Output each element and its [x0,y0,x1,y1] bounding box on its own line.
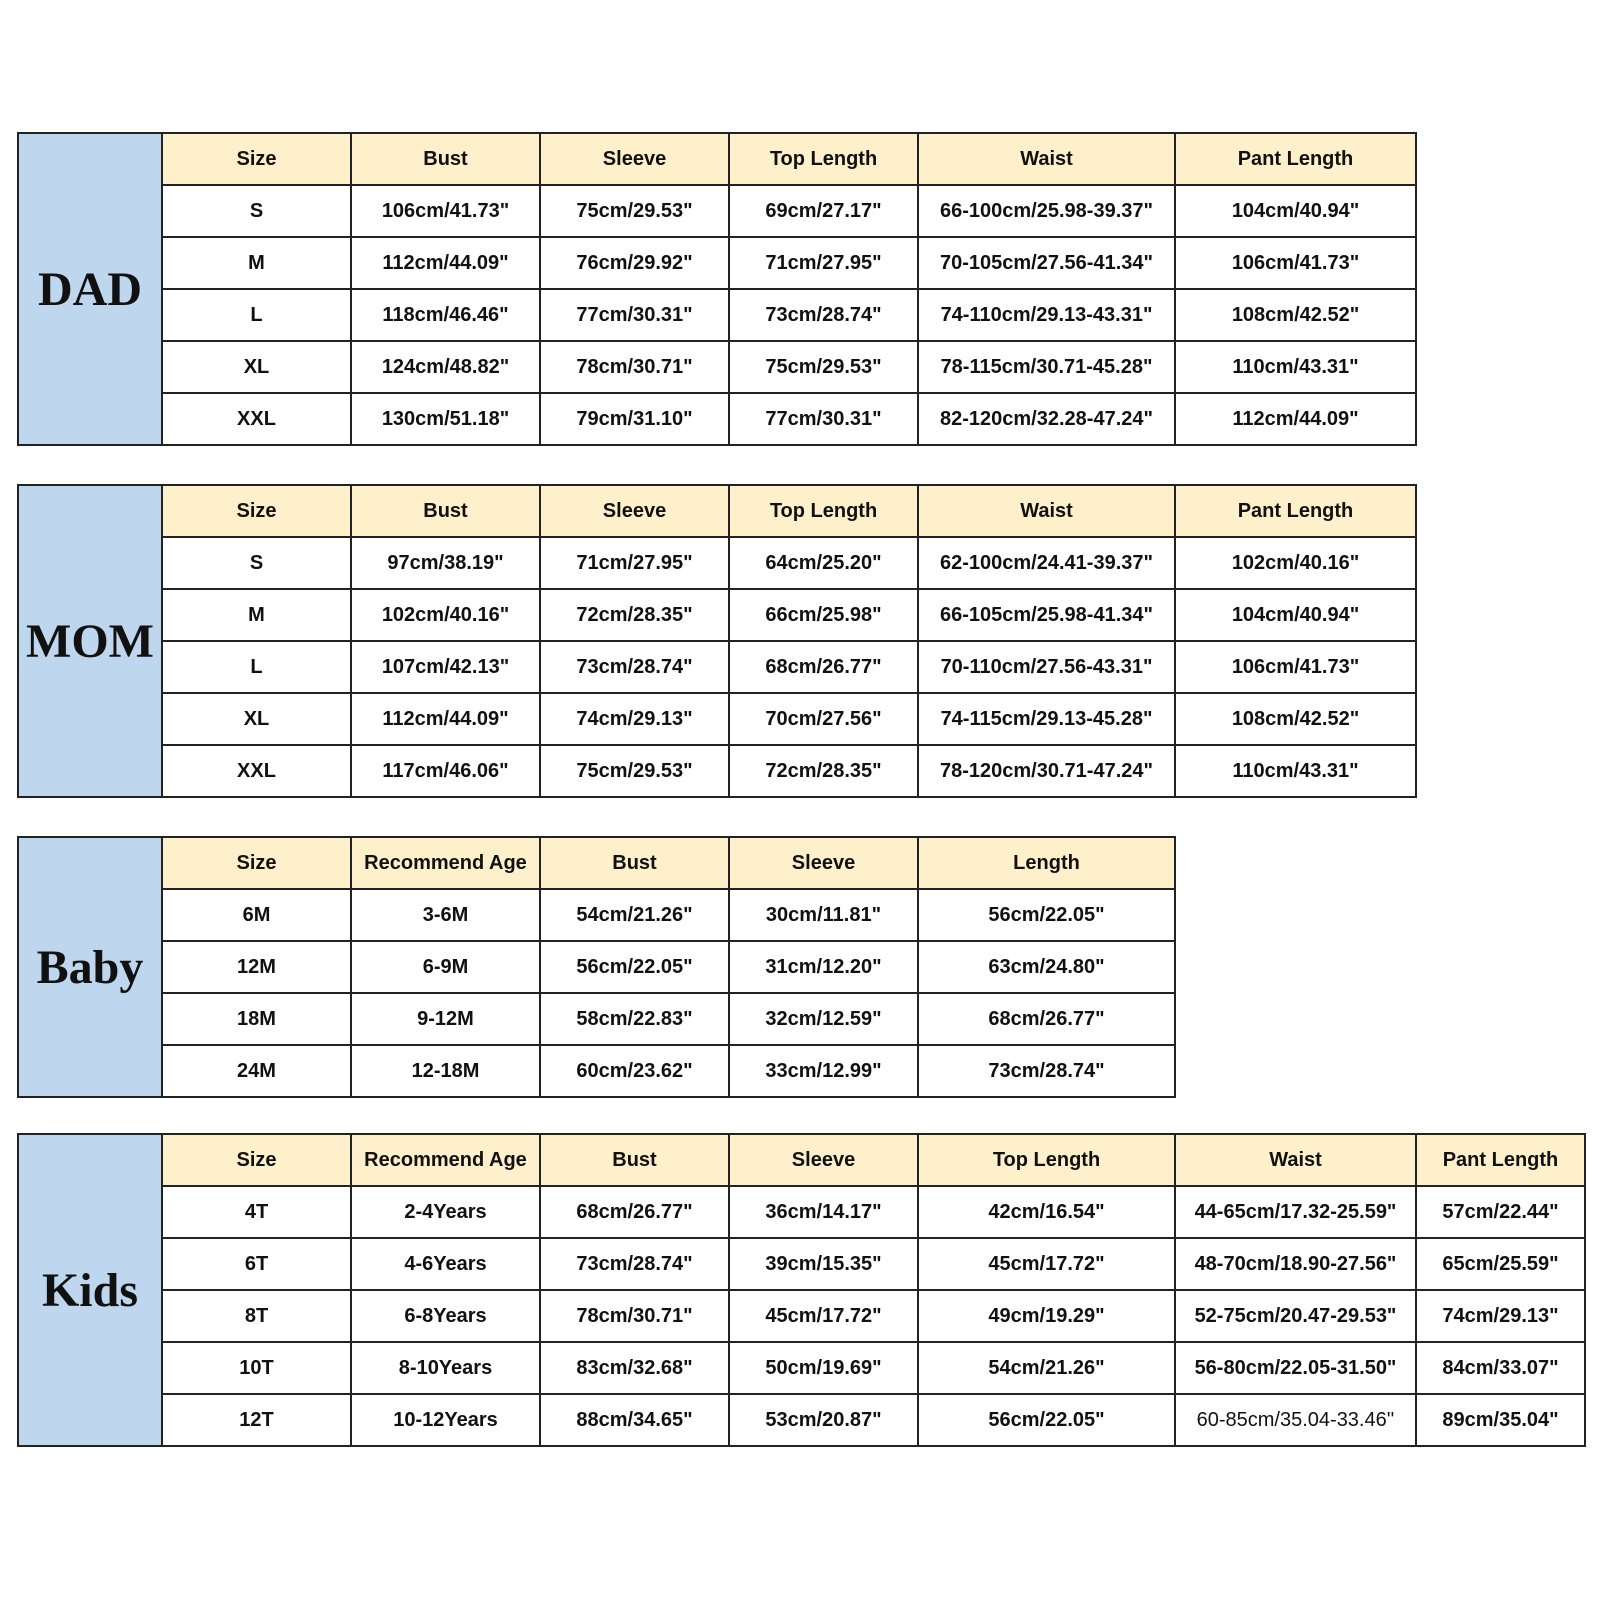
table-cell: 42cm/16.54" [918,1186,1175,1238]
table-cell: XXL [162,745,351,797]
table-cell: 70-105cm/27.56-41.34" [918,237,1175,289]
table-cell: 36cm/14.17" [729,1186,918,1238]
header-sleeve: Sleeve [540,485,729,537]
table-cell: 60cm/23.62" [540,1045,729,1097]
table-cell: 75cm/29.53" [729,341,918,393]
table-cell: 45cm/17.72" [729,1290,918,1342]
table-cell: 56-80cm/22.05-31.50" [1175,1342,1416,1394]
header-pant-length: Pant Length [1416,1134,1585,1186]
table-cell: 66-100cm/25.98-39.37" [918,185,1175,237]
header-top-length: Top Length [729,133,918,185]
header-recommend-age: Recommend Age [351,837,540,889]
table-cell: M [162,589,351,641]
table-header-row [162,837,1175,889]
table-cell: 102cm/40.16" [1175,537,1416,589]
table-row [162,1045,1175,1097]
table-cell: 74-110cm/29.13-43.31" [918,289,1175,341]
table-cell: L [162,289,351,341]
table-cell: 73cm/28.74" [918,1045,1175,1097]
table-cell: 6-8Years [351,1290,540,1342]
header-length: Length [918,837,1175,889]
table-row [162,641,1416,693]
table-cell: 24M [162,1045,351,1097]
header-bust: Bust [351,133,540,185]
table-row [162,185,1416,237]
table-row [162,237,1416,289]
table-cell: 12M [162,941,351,993]
table-cell: 75cm/29.53" [540,745,729,797]
table-row [162,1394,1585,1446]
table-cell: 77cm/30.31" [729,393,918,445]
table-cell: 66cm/25.98" [729,589,918,641]
table-cell: 108cm/42.52" [1175,693,1416,745]
header-bust: Bust [540,837,729,889]
table-cell: S [162,185,351,237]
table-cell: 60-85cm/35.04-33.46'' [1175,1394,1416,1446]
table-cell: 63cm/24.80" [918,941,1175,993]
table-cell: 71cm/27.95" [540,537,729,589]
table-cell: 33cm/12.99" [729,1045,918,1097]
table-cell: 84cm/33.07" [1416,1342,1585,1394]
table-header-row [162,485,1416,537]
table-cell: 52-75cm/20.47-29.53" [1175,1290,1416,1342]
table-cell: 69cm/27.17" [729,185,918,237]
table-cell: 56cm/22.05" [540,941,729,993]
header-size: Size [162,1134,351,1186]
table-cell: 6-9M [351,941,540,993]
table-cell: 66-105cm/25.98-41.34" [918,589,1175,641]
table-cell: 18M [162,993,351,1045]
header-waist: Waist [918,485,1175,537]
table-cell: 117cm/46.06" [351,745,540,797]
table-cell: 56cm/22.05" [918,1394,1175,1446]
size-chart-kids [17,1133,1586,1447]
table-row [162,1186,1585,1238]
table-cell: 78cm/30.71" [540,1290,729,1342]
table-cell: XL [162,693,351,745]
size-chart-dad [17,132,1417,446]
table-cell: 108cm/42.52" [1175,289,1416,341]
table-cell: L [162,641,351,693]
table-cell: 3-6M [351,889,540,941]
table-row [162,1238,1585,1290]
table-row [162,745,1416,797]
table-cell: XL [162,341,351,393]
table-cell: 65cm/25.59" [1416,1238,1585,1290]
table-row [162,289,1416,341]
table-cell: 30cm/11.81" [729,889,918,941]
table-cell: 102cm/40.16" [351,589,540,641]
table-cell: 88cm/34.65" [540,1394,729,1446]
header-top-length: Top Length [918,1134,1175,1186]
table-cell: 74cm/29.13" [1416,1290,1585,1342]
table-cell: 73cm/28.74" [540,641,729,693]
table-row [162,341,1416,393]
table-cell: 78cm/30.71" [540,341,729,393]
table-cell: 6T [162,1238,351,1290]
table-cell: 31cm/12.20" [729,941,918,993]
table-cell: 82-120cm/32.28-47.24" [918,393,1175,445]
table-cell: 106cm/41.73" [1175,641,1416,693]
table-cell: 62-100cm/24.41-39.37" [918,537,1175,589]
table-cell: 112cm/44.09" [351,693,540,745]
table-cell: 118cm/46.46" [351,289,540,341]
table-cell: 56cm/22.05" [918,889,1175,941]
table-row [162,889,1175,941]
section-label-kids: Kids [17,1133,161,1447]
table-cell: 78-115cm/30.71-45.28" [918,341,1175,393]
header-size: Size [162,133,351,185]
table-cell: 53cm/20.87" [729,1394,918,1446]
header-waist: Waist [1175,1134,1416,1186]
section-label-dad: DAD [17,132,161,446]
table-cell: 8-10Years [351,1342,540,1394]
size-chart-mom [17,484,1417,798]
table-cell: 4T [162,1186,351,1238]
table-row [162,993,1175,1045]
header-pant-length: Pant Length [1175,485,1416,537]
table-cell: 112cm/44.09" [1175,393,1416,445]
table-cell: 110cm/43.31" [1175,745,1416,797]
table-cell: 64cm/25.20" [729,537,918,589]
section-label-mom: MOM [17,484,161,798]
header-sleeve: Sleeve [729,1134,918,1186]
table-cell: 9-12M [351,993,540,1045]
header-bust: Bust [351,485,540,537]
table-cell: 75cm/29.53" [540,185,729,237]
table-cell: 73cm/28.74" [729,289,918,341]
table-cell: 72cm/28.35" [540,589,729,641]
table-cell: S [162,537,351,589]
table-row [162,941,1175,993]
header-sleeve: Sleeve [540,133,729,185]
table-cell: 79cm/31.10" [540,393,729,445]
table-cell: 130cm/51.18" [351,393,540,445]
header-sleeve: Sleeve [729,837,918,889]
table-header-row [162,133,1416,185]
table-row [162,1290,1585,1342]
table-row [162,1342,1585,1394]
table-cell: 6M [162,889,351,941]
table-cell: 74cm/29.13" [540,693,729,745]
table-row [162,589,1416,641]
table-cell: 104cm/40.94" [1175,589,1416,641]
table-cell: 12T [162,1394,351,1446]
table-row [162,693,1416,745]
table-cell: 70cm/27.56" [729,693,918,745]
table-cell: 12-18M [351,1045,540,1097]
table-cell: 107cm/42.13" [351,641,540,693]
size-table-baby [161,836,1176,1098]
table-cell: 68cm/26.77" [729,641,918,693]
table-cell: 124cm/48.82" [351,341,540,393]
table-cell: 68cm/26.77" [918,993,1175,1045]
size-table-dad [161,132,1417,446]
table-cell: 54cm/21.26" [540,889,729,941]
table-cell: 78-120cm/30.71-47.24" [918,745,1175,797]
table-cell: 50cm/19.69" [729,1342,918,1394]
table-cell: XXL [162,393,351,445]
size-table-mom [161,484,1417,798]
table-cell: 73cm/28.74" [540,1238,729,1290]
table-cell: 72cm/28.35" [729,745,918,797]
header-waist: Waist [918,133,1175,185]
table-cell: 10T [162,1342,351,1394]
header-recommend-age: Recommend Age [351,1134,540,1186]
table-cell: 54cm/21.26" [918,1342,1175,1394]
table-cell: 83cm/32.68" [540,1342,729,1394]
table-cell: 68cm/26.77" [540,1186,729,1238]
header-size: Size [162,485,351,537]
table-cell: 57cm/22.44" [1416,1186,1585,1238]
table-cell: 32cm/12.59" [729,993,918,1045]
table-cell: 77cm/30.31" [540,289,729,341]
table-cell: 8T [162,1290,351,1342]
table-cell: 10-12Years [351,1394,540,1446]
size-table-kids [161,1133,1586,1447]
table-cell: 76cm/29.92" [540,237,729,289]
table-cell: 104cm/40.94" [1175,185,1416,237]
table-cell: 48-70cm/18.90-27.56" [1175,1238,1416,1290]
header-pant-length: Pant Length [1175,133,1416,185]
header-bust: Bust [540,1134,729,1186]
section-label-baby: Baby [17,836,161,1098]
table-cell: 70-110cm/27.56-43.31" [918,641,1175,693]
table-cell: 4-6Years [351,1238,540,1290]
table-cell: 58cm/22.83" [540,993,729,1045]
table-cell: 112cm/44.09" [351,237,540,289]
table-cell: 49cm/19.29" [918,1290,1175,1342]
table-cell: 74-115cm/29.13-45.28" [918,693,1175,745]
table-cell: 89cm/35.04" [1416,1394,1585,1446]
table-cell: 45cm/17.72" [918,1238,1175,1290]
table-cell: 106cm/41.73" [1175,237,1416,289]
table-cell: 39cm/15.35" [729,1238,918,1290]
table-header-row [162,1134,1585,1186]
table-row [162,393,1416,445]
table-cell: 2-4Years [351,1186,540,1238]
table-cell: M [162,237,351,289]
table-cell: 71cm/27.95" [729,237,918,289]
table-cell: 110cm/43.31" [1175,341,1416,393]
header-size: Size [162,837,351,889]
size-chart-baby [17,836,1176,1098]
table-cell: 106cm/41.73" [351,185,540,237]
table-row [162,537,1416,589]
table-cell: 44-65cm/17.32-25.59" [1175,1186,1416,1238]
header-top-length: Top Length [729,485,918,537]
table-cell: 97cm/38.19" [351,537,540,589]
